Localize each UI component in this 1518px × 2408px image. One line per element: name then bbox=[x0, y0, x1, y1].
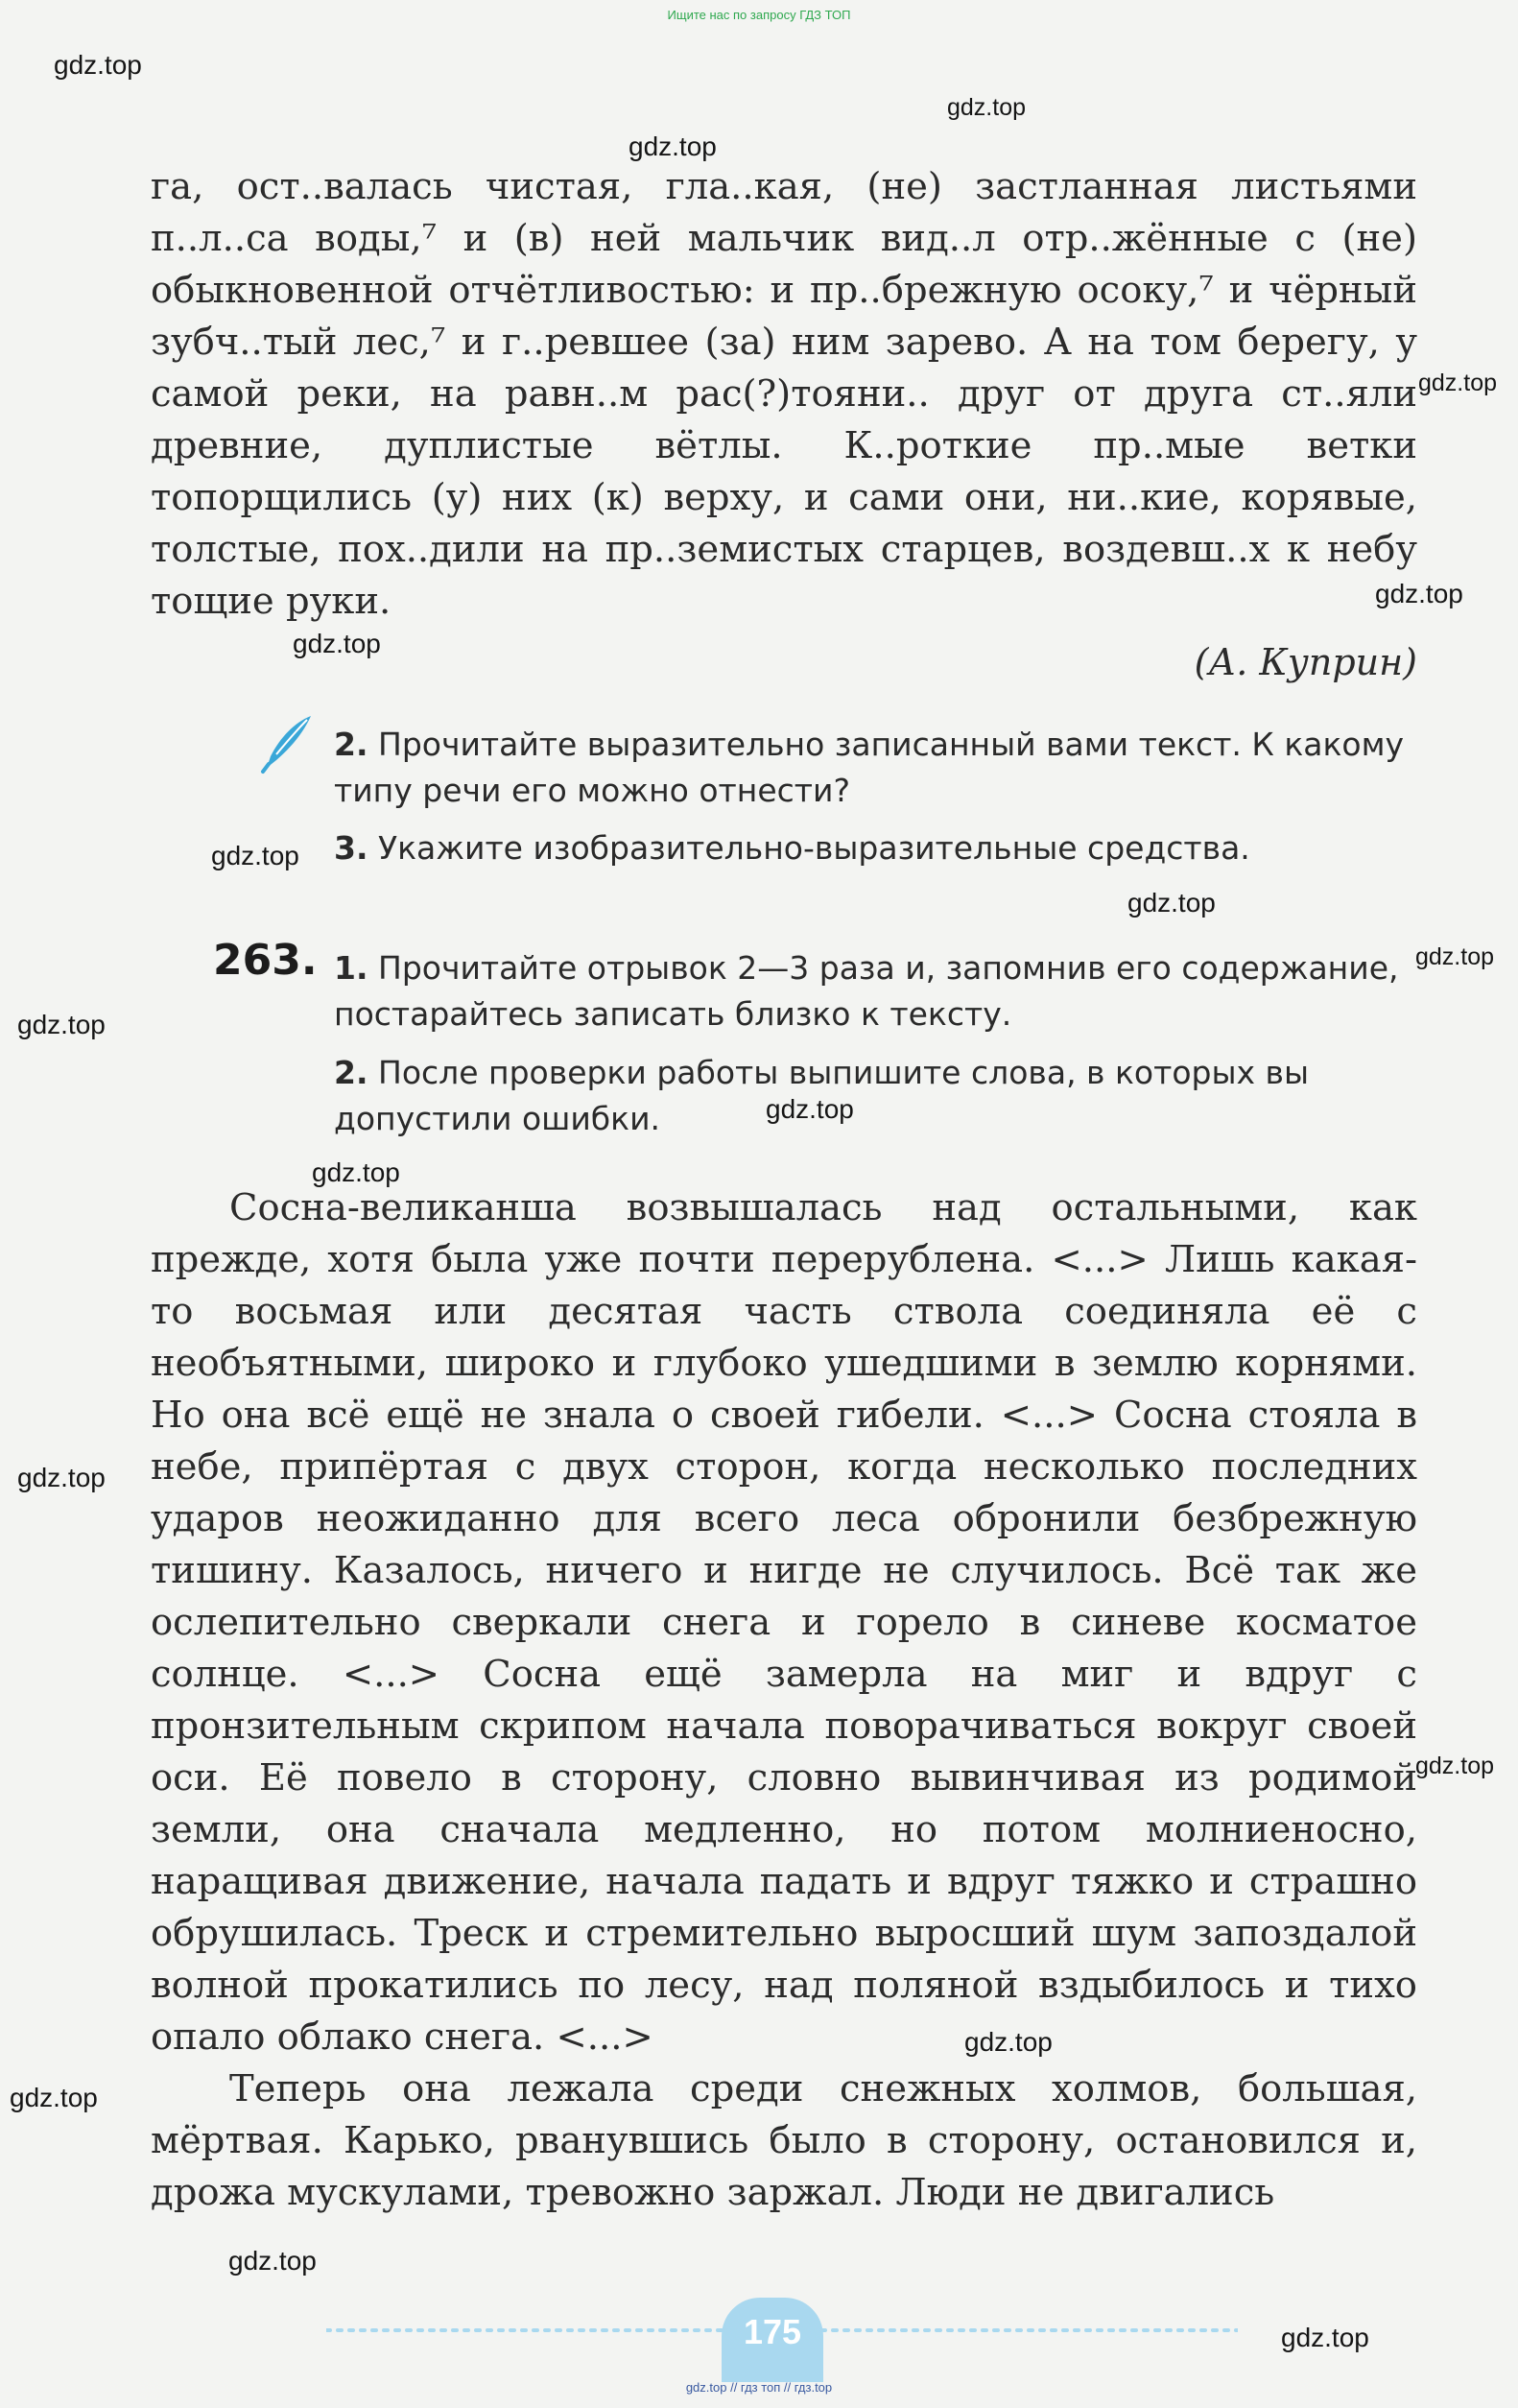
exercise-task-1 bbox=[334, 945, 1418, 1037]
watermark: gdz.top bbox=[1415, 943, 1495, 970]
exercise-task-2 bbox=[334, 1050, 1418, 1142]
task-number: 3. bbox=[334, 829, 368, 867]
task-number: 2. bbox=[334, 1054, 368, 1091]
page-number: 175 bbox=[722, 2298, 823, 2382]
watermark: gdz.top bbox=[17, 1010, 106, 1039]
exercise-number: 263. bbox=[213, 936, 318, 985]
passage-pine bbox=[151, 1182, 1417, 2219]
watermark: gdz.top bbox=[947, 94, 1027, 121]
author-credit: (А. Куприн) bbox=[1194, 641, 1417, 683]
task-3 bbox=[334, 825, 1418, 871]
watermark: gdz.top bbox=[629, 131, 717, 161]
task-number: 2. bbox=[334, 726, 368, 763]
watermark: gdz.top bbox=[211, 841, 299, 870]
paragraph: Теперь она лежала среди снежных холмов, большая, мёртвая. Карько, рванувшись было в сторону, остановился и, дрожа мускулами, тревожно заржал. Люди не двигались bbox=[151, 2067, 1417, 2214]
watermark: gdz.top bbox=[964, 2027, 1053, 2057]
task-number: 1. bbox=[334, 949, 368, 987]
passage-kuprin bbox=[151, 161, 1417, 628]
watermark: gdz.top bbox=[293, 629, 381, 658]
watermark: gdz.top bbox=[54, 50, 142, 80]
task-text: Укажите изобразительно-выразительные средства. bbox=[378, 829, 1250, 867]
watermark: gdz.top bbox=[1127, 888, 1216, 918]
watermark: gdz.top bbox=[1375, 579, 1463, 608]
watermark: gdz.top bbox=[17, 1463, 106, 1492]
task-text: После проверки работы выпишите слова, в которых вы допустили ошибки. bbox=[334, 1054, 1310, 1137]
task-2 bbox=[334, 722, 1418, 814]
paragraph: га, ост..валась чистая, гла..кая, (не) застланная листьями п..л..са воды,⁷ и (в) ней мальчик вид..л отр..жённые с (не) обыкновенной отчётливостью: и пр..брежную осоку,⁷ и чёрный зубч..тый лес,⁷ и г..ревшее (за) ним зарево. А на том берегу, у самой реки, на равн..м рас(?)тояни.. друг от друга ст..яли древние, дуплистые вётлы. К..роткие пр..мые ветки топорщились (у) них (к) верху, и сами они, ни..кие, корявые, толстые, пох..дили на пр..земистых старцев, воздевш..х к небу тощие руки. bbox=[151, 165, 1417, 623]
watermark: gdz.top bbox=[766, 1094, 854, 1124]
bottom-banner[interactable]: gdz.top // гдз топ // гдз.top bbox=[685, 2380, 833, 2395]
watermark: gdz.top bbox=[1415, 1752, 1495, 1779]
task-text: Прочитайте отрывок 2—3 раза и, запомнив его содержание, постарайтесь записать близко к тексту. bbox=[334, 949, 1399, 1033]
task-text: Прочитайте выразительно записанный вами текст. К какому типу речи его можно отнести? bbox=[334, 726, 1405, 809]
paragraph: Сосна-великанша возвышалась над остальными, как прежде, хотя была уже почти перерублена. <...> Лишь какая-то восьмая или десятая часть ствола соединяла её с необъятными, широко и глубоко ушедшими в землю корнями. Но она всё ещё не знала о своей гибели. <...> Сосна стояла в небе, припёртая с двух сторон, когда несколько последних ударов неожиданно для всего леса обронили безбрежную тишину. Казалось, ничего и нигде не случилось. Всё так же ослепительно сверкали снега и горело в синеве косматое солнце. <...> Сосна ещё замерла на миг и вдруг с пронзительным скрипом начала поворачиваться вокруг своей оси. Её повело в сторону, словно вывинчивая из родимой земли, она сначала медленно, но потом молниеносно, наращивая движение, начала падать и вдруг тяжко и страшно обрушилась. Треск и стремительно выросший шум запоздалой волной прокатились по лесу, над поляной вздыбилось и тихо опало облако снега. <...> bbox=[151, 1186, 1417, 2059]
pen-icon bbox=[257, 712, 320, 775]
watermark: gdz.top bbox=[228, 2246, 317, 2276]
watermark: gdz.top bbox=[312, 1157, 400, 1187]
watermark: gdz.top bbox=[10, 2083, 98, 2112]
watermark: gdz.top bbox=[1281, 2323, 1369, 2352]
top-banner[interactable]: Ищите нас по запросу ГДЗ ТОП bbox=[667, 8, 851, 22]
watermark: gdz.top bbox=[1418, 370, 1498, 396]
